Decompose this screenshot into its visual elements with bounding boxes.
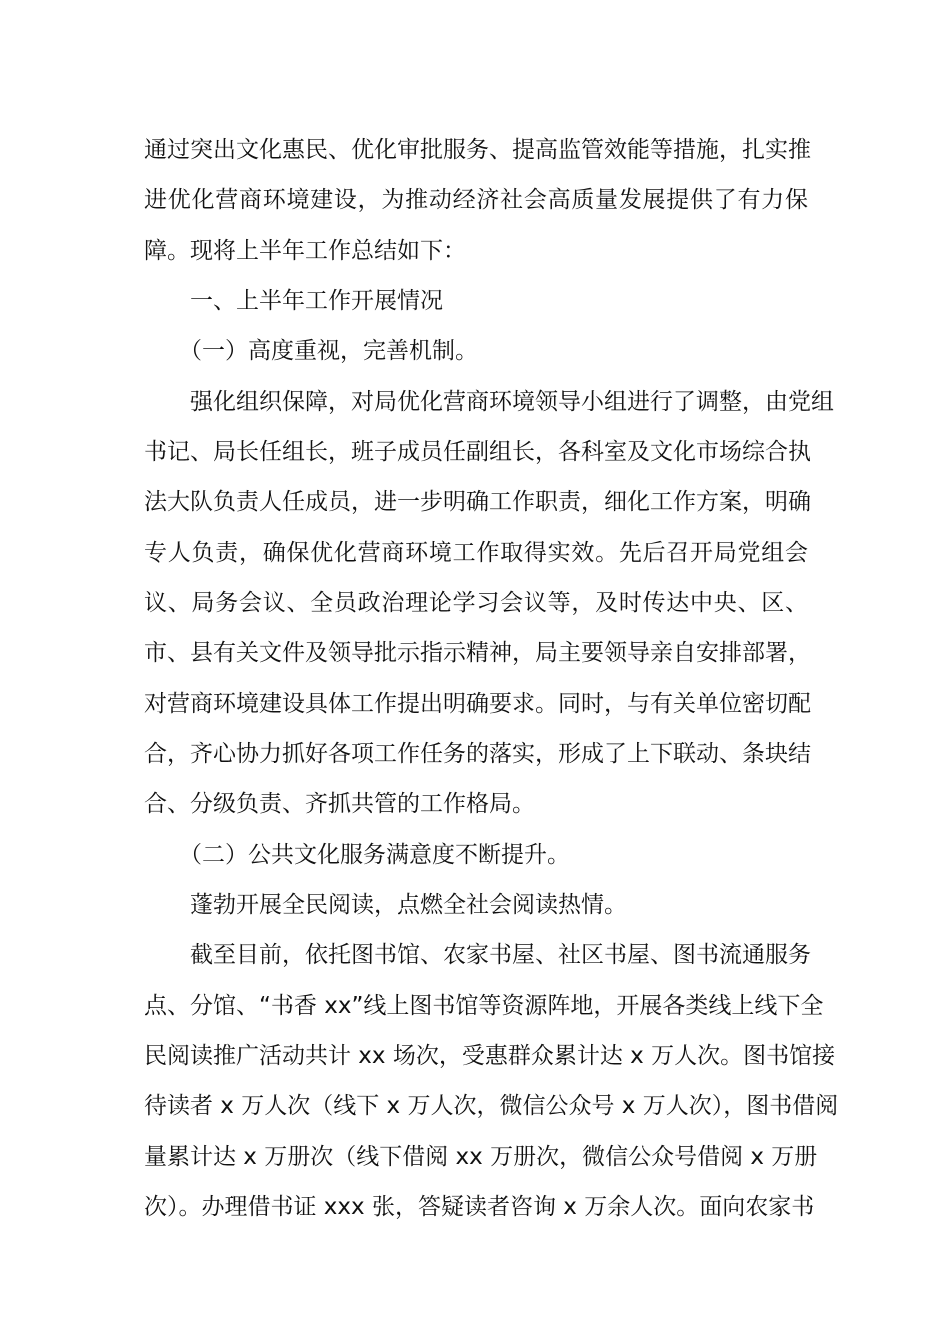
body-text-line: 专人负责，确保优化营商环境工作取得实效。先后召开局党组会: [144, 540, 808, 566]
body-text-line: 对营商环境建设具体工作提出明确要求。同时，与有关单位密切配: [144, 691, 811, 717]
body-text-line: 合，齐心协力抓好各项工作任务的落实，形成了上下联动、条块结: [144, 741, 811, 767]
body-text-line: 蓬勃开展全民阅读，点燃全社会阅读热情。: [190, 892, 627, 918]
body-text-line: 议、局务会议、全员政治理论学习会议等，及时传达中央、区、: [144, 590, 808, 616]
body-text-line: 点、分馆、“书香 xx”线上图书馆等资源阵地，开展各类线上线下全: [144, 993, 824, 1019]
body-text-line: 强化组织保障，对局优化营商环境领导小组进行了调整，由党组: [190, 389, 834, 415]
body-text-line: 通过突出文化惠民、优化审批服务、提高监管效能等措施，扎实推: [144, 137, 811, 163]
subsection-heading: （一）高度重视，完善机制。: [179, 338, 478, 364]
body-text-line: 待读者 x 万人次（线下 x 万人次，微信公众号 x 万人次），图书借阅: [144, 1093, 839, 1119]
section-heading: 一、上半年工作开展情况: [190, 288, 443, 314]
body-text-line: 民阅读推广活动共计 xx 场次，受惠群众累计达 x 万人次。图书馆接: [144, 1043, 836, 1069]
body-text-line: 障。现将上半年工作总结如下：: [144, 238, 466, 264]
body-text-line: 书记、局长任组长，班子成员任副组长，各科室及文化市场综合执: [144, 439, 811, 465]
body-text-line: 市、县有关文件及领导批示指示精神，局主要领导亲自安排部署，: [144, 640, 811, 666]
body-text-line: 截至目前，依托图书馆、农家书屋、社区书屋、图书流通服务: [190, 942, 811, 968]
body-text-line: 次）。办理借书证 xxx 张，答疑读者咨询 x 万余人次。面向农家书: [144, 1194, 815, 1220]
subsection-heading: （二）公共文化服务满意度不断提升。: [179, 842, 570, 868]
body-text-line: 法大队负责人任成员，进一步明确工作职责，细化工作方案，明确: [144, 489, 811, 515]
body-text-line: 量累计达 x 万册次（线下借阅 xx 万册次，微信公众号借阅 x 万册: [144, 1144, 818, 1170]
body-text-line: 合、分级负责、齐抓共管的工作格局。: [144, 791, 535, 817]
body-text-line: 进优化营商环境建设，为推动经济社会高质量发展提供了有力保: [144, 187, 808, 213]
